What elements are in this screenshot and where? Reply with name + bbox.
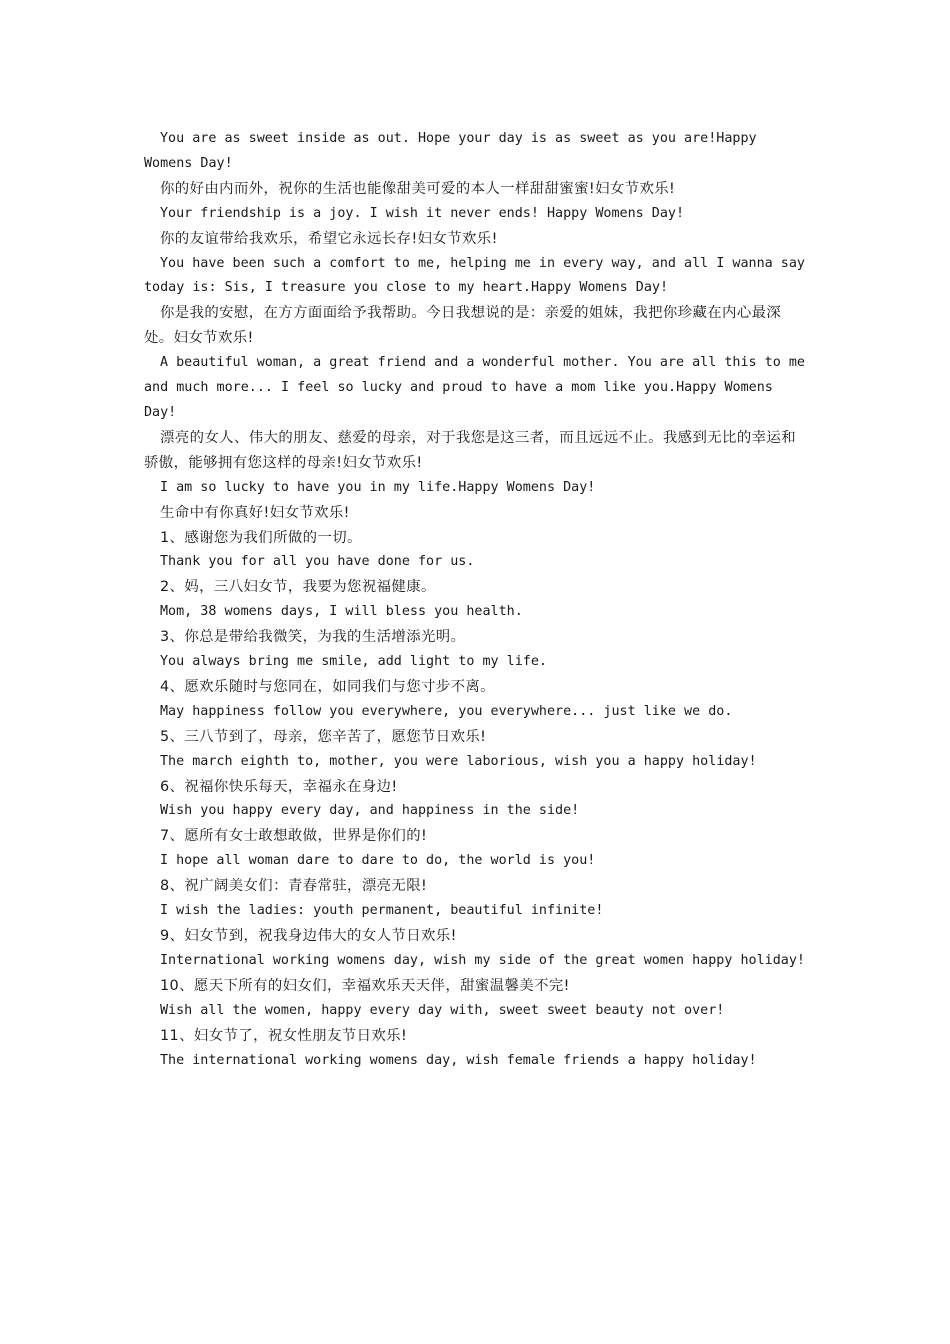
paragraph-12: Thank you for all you have done for us. xyxy=(160,554,475,570)
paragraph-4: 你的友谊带给我欢乐，希望它永远长存!妇女节欢乐! xyxy=(160,230,498,247)
paragraph-24: I hope all woman dare to dare to do, the world is you! xyxy=(160,853,596,869)
paragraph-27: 9、妇女节到，祝我身边伟大的女人节日欢乐! xyxy=(160,928,457,944)
paragraph-5: You have been such a comfort to me, helping me in every way, and all I wanna say today is: Sis, I treasure you close to my heart.Happy Womens Day! xyxy=(144,255,805,296)
paragraph-21: 6、祝福你快乐每天，幸福永在身边! xyxy=(160,778,398,795)
paragraph-22: Wish you happy every day, and happiness in the side! xyxy=(160,803,580,819)
paragraph-10: 生命中有你真好!妇女节欢乐! xyxy=(160,504,350,521)
paragraph-29: 10、愿天下所有的妇女们，幸福欢乐天天伴，甜蜜温馨美不完! xyxy=(160,977,570,994)
paragraph-15: 3、你总是带给我微笑，为我的生活增添光明。 xyxy=(160,629,466,646)
paragraph-18: May happiness follow you everywhere, you everywhere... just like we do. xyxy=(160,703,733,719)
paragraph-3: Your friendship is a joy. I wish it never ends! Happy Womens Day! xyxy=(160,205,685,221)
paragraph-7: A beautiful woman, a great friend and a wonderful mother. You are all this to me and much more... I feel so lucky and proud to have a mom like you.Happy Womens Day! xyxy=(144,355,805,420)
paragraph-19: 5、三八节到了，母亲，您辛苦了，愿您节日欢乐! xyxy=(160,728,487,745)
paragraph-1: You are as sweet inside as out. Hope your day is as sweet as you are!Happy Womens Day! xyxy=(144,131,757,171)
paragraph-28: International working womens day, wish my side of the great women happy holiday! xyxy=(160,952,805,968)
paragraph-8: 漂亮的女人、伟大的朋友、慈爱的母亲，对于我您是这三者，而且远远不止。我感到无比的幸运和骄傲，能够拥有您这样的母亲!妇女节欢乐! xyxy=(144,429,796,471)
document-body xyxy=(144,127,810,1073)
paragraph-23: 7、愿所有女士敢想敢做，世界是你们的! xyxy=(160,828,428,845)
paragraph-25: 8、祝广阔美女们：青春常驻，漂亮无限! xyxy=(160,878,428,895)
paragraph-26: I wish the ladies: youth permanent, beautiful infinite! xyxy=(160,903,604,919)
paragraph-9: I am so lucky to have you in my life.Happy Womens Day! xyxy=(160,479,596,495)
paragraph-13: 2、妈，三八妇女节，我要为您祝福健康。 xyxy=(160,579,436,596)
paragraph-17: 4、愿欢乐随时与您同在，如同我们与您寸步不离。 xyxy=(160,678,495,695)
paragraph-14: Mom, 38 womens days, I will bless you health. xyxy=(160,604,523,620)
paragraph-6: 你是我的安慰，在方方面面给予我帮助。今日我想说的是：亲爱的姐妹，我把你珍藏在内心最深处。妇女节欢乐! xyxy=(144,305,782,347)
paragraph-2: 你的好由内而外，祝你的生活也能像甜美可爱的本人一样甜甜蜜蜜!妇女节欢乐! xyxy=(160,180,676,197)
paragraph-11: 1、感谢您为我们所做的一切。 xyxy=(160,529,362,546)
paragraph-30: Wish all the women, happy every day with, sweet sweet beauty not over! xyxy=(160,1002,725,1018)
paragraph-16: You always bring me smile, add light to my life. xyxy=(160,654,547,670)
paragraph-31: 11、妇女节了，祝女性朋友节日欢乐! xyxy=(160,1027,408,1044)
paragraph-20: The march eighth to, mother, you were laborious, wish you a happy holiday! xyxy=(160,753,757,769)
paragraph-32: The international working womens day, wish female friends a happy holiday! xyxy=(160,1052,757,1068)
